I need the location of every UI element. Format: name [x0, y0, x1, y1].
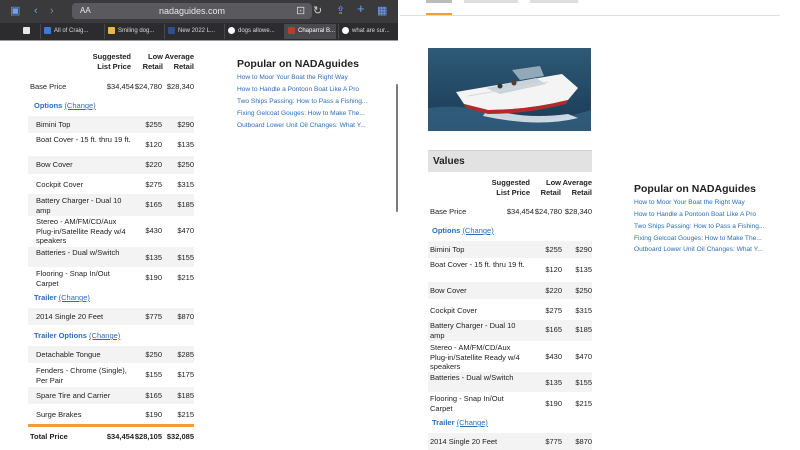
- option-row: Stereo - AM/FM/CD/Aux Plug-in/Satellite Ready w/4 speakers $430 $470: [430, 343, 592, 371]
- option-row: Battery Charger - Dual 10 amp $165 $185: [28, 194, 194, 216]
- sidebar-icon[interactable]: ▣: [10, 5, 21, 17]
- tab-1[interactable]: All of Craig...: [40, 24, 102, 39]
- option-row: Bimini Top $255 $290: [428, 241, 592, 258]
- option-row: Cockpit Cover $275 $315: [36, 180, 194, 189]
- popular-link[interactable]: Fixing Gelcoat Gouges: How to Make The...: [237, 110, 365, 117]
- option-row: Flooring - Snap In/Out Carpet $190 $215: [36, 269, 194, 288]
- favicon-icon: [108, 27, 115, 34]
- option-row: Boat Cover - 15 ft. thru 19 ft. $120 $135: [430, 260, 592, 274]
- trailer-options-change-link[interactable]: (Change): [89, 331, 121, 340]
- col-average: Average Retail: [562, 178, 592, 197]
- favicon-icon: [44, 27, 51, 34]
- scrollbar[interactable]: [396, 84, 398, 212]
- option-row: Batteries - Dual w/Switch $135 $155: [428, 372, 592, 392]
- trailer-options-heading: Trailer Options (Change): [34, 331, 121, 340]
- left-pane: ▣ ‹ › AA nadaguides.com ⊡ ↻ ⇪ + ▦ All of Craig... Smiling dog... New 2022 L... dogs allowe... Chaparral B... what are sur... Suggested List Price Low Retail Average Retail Base Price $34,454 $24,780 $28,340 Options (Change) Bimini Top $255 $290 Boat Cover - 15 ft. thru 19 ft. $120 $135 Bow Cover $220 $250 Cockpit Cover $275 $315 Battery Charger - Dual 10 amp $165 $185 Stereo - AM/FM/CD/Aux Plug-in/Satellite Ready w/4 speakers $430 $470 Batteries - Dual w/Switch $135 $155 Flooring - Snap In/Out Carpet $190 $215 Trailer (Change) 2014 Single 20 Feet $775 $870 Trailer Options (Change) Detachable Tongue $250 $285 Fenders - Chrome (Single), Per Pair $155 $175 Spare Tire and Carrier $165 $185 Surge Brakes $190 $215 Total Price $34,454 $28,105 $32,085 Popular on NADAguides How to Moor Your Boat the Right Way How to Handle a Pontoon Boat Like A Pro Two Ships Passing: How to Pass a Fishing... Fixing Gelcoat Gouges: How to Make The... Outboard Lower Unit Oil Changes: What Y...: [0, 0, 398, 450]
- page-tab[interactable]: [530, 0, 578, 3]
- popular-link[interactable]: How to Handle a Pontoon Boat Like A Pro: [237, 86, 360, 93]
- trailer-change-link[interactable]: (Change): [58, 293, 90, 302]
- col-average: Average Retail: [164, 52, 194, 71]
- options-change-link[interactable]: (Change): [64, 101, 96, 110]
- boat-photo: [428, 48, 591, 131]
- popular-link[interactable]: How to Moor Your Boat the Right Way: [634, 199, 745, 206]
- options-heading: Options (Change): [34, 101, 96, 110]
- favicon-icon: [288, 27, 295, 34]
- divider: [0, 40, 398, 41]
- popular-heading: Popular on NADAguides: [634, 183, 756, 195]
- option-row: Flooring - Snap In/Out Carpet $190 $215: [430, 394, 592, 413]
- col-low: Low Retail: [540, 178, 561, 197]
- trailer-option-row: Detachable Tongue $250 $285: [28, 346, 194, 363]
- option-row: Bimini Top $255 $290: [28, 116, 194, 133]
- popular-link[interactable]: Outboard Lower Unit Oil Changes: What Y...: [634, 246, 763, 253]
- active-tab-underline: [426, 13, 452, 15]
- option-row: Boat Cover - 15 ft. thru 19 ft. $120 $135: [36, 135, 194, 149]
- col-suggested: Suggested List Price: [92, 52, 131, 71]
- values-heading: Values: [433, 156, 465, 167]
- forward-icon[interactable]: ›: [50, 5, 54, 17]
- new-tab-icon[interactable]: +: [357, 1, 365, 16]
- popular-heading: Popular on NADAguides: [237, 58, 359, 70]
- right-pane: Values Suggested List Price Low Retail Average Retail Base Price $34,454 $24,780 $28,340 Options (Change) Bimini Top $255 $290 Boat Cover - 15 ft. thru 19 ft. $120 $135 Bow Cover $220 $250 Cockpit Cover $275 $315 Battery Charger - Dual 10 amp $165 $185 Stereo - AM/FM/CD/Aux Plug-in/Satellite Ready w/4 speakers $430 $470 Batteries - Dual w/Switch $135 $155 Flooring - Snap In/Out Carpet $190 $215 Trailer (Change) 2014 Single 20 Feet $775 $870 Popular on NADAguides How to Moor Your Boat the Right Way How to Handle a Pontoon Boat Like A Pro Two Ships Passing: How to Pass a Fishing... Fixing Gelcoat Gouges: How to Make The... Outboard Lower Unit Oil Changes: What Y...: [400, 0, 800, 450]
- trailer-row: 2014 Single 20 Feet $775 $870: [28, 308, 194, 325]
- tab-2[interactable]: Smiling dog...: [104, 24, 162, 39]
- tab-6[interactable]: what are sur...: [338, 24, 396, 39]
- option-row: Stereo - AM/FM/CD/Aux Plug-in/Satellite Ready w/4 speakers $430 $470: [36, 217, 194, 245]
- option-row: Bow Cover $220 $250: [428, 282, 592, 299]
- trailer-heading: Trailer (Change): [432, 418, 488, 427]
- tab-5-active[interactable]: Chaparral B...: [284, 24, 336, 39]
- reload-icon[interactable]: ↻: [313, 5, 323, 17]
- popular-link[interactable]: Fixing Gelcoat Gouges: How to Make The...: [634, 235, 762, 242]
- mail-icon: [23, 27, 30, 34]
- url-text: nadaguides.com: [158, 6, 226, 16]
- tab-pinned[interactable]: [20, 24, 38, 39]
- options-change-link[interactable]: (Change): [462, 226, 494, 235]
- trailer-change-link[interactable]: (Change): [456, 418, 488, 427]
- option-row: Cockpit Cover $275 $315: [430, 306, 592, 315]
- popular-link[interactable]: How to Handle a Pontoon Boat Like A Pro: [634, 211, 757, 218]
- tab-overview-icon[interactable]: ▦: [377, 5, 388, 17]
- translate-icon[interactable]: ⊡: [296, 5, 306, 17]
- favicon-icon: [168, 27, 175, 34]
- option-row: Batteries - Dual w/Switch $135 $155: [28, 247, 194, 267]
- trailer-option-row: Surge Brakes $190 $215: [36, 410, 194, 419]
- tab-3[interactable]: New 2022 L...: [164, 24, 222, 39]
- popular-link[interactable]: Two Ships Passing: How to Pass a Fishing...: [634, 223, 765, 230]
- trailer-option-row: Fenders - Chrome (Single), Per Pair $155 $175: [36, 366, 194, 385]
- col-low: Low Retail: [142, 52, 163, 71]
- option-row: Battery Charger - Dual 10 amp $165 $185: [430, 321, 592, 340]
- back-icon[interactable]: ‹: [34, 5, 38, 17]
- total-divider: [28, 424, 194, 427]
- values-section-header: [428, 150, 592, 172]
- google-icon: [228, 27, 235, 34]
- tab-strip: [0, 23, 398, 40]
- popular-link[interactable]: Outboard Lower Unit Oil Changes: What Y...: [237, 122, 366, 129]
- popular-link[interactable]: Two Ships Passing: How to Pass a Fishing...: [237, 98, 368, 105]
- col-suggested: Suggested List Price: [491, 178, 530, 197]
- options-heading: Options (Change): [432, 226, 494, 235]
- address-bar[interactable]: [72, 3, 312, 19]
- tab-4[interactable]: dogs allowe...: [224, 24, 282, 39]
- share-icon[interactable]: ⇪: [336, 5, 346, 17]
- page-tab[interactable]: [464, 0, 518, 3]
- trailer-row: 2014 Single 20 Feet $775 $870: [428, 433, 592, 450]
- option-row: Bow Cover $220 $250: [28, 156, 194, 174]
- page-tab-bar: [400, 0, 780, 16]
- browser-toolbar: [0, 0, 398, 23]
- reader-aa-button[interactable]: AA: [80, 6, 91, 15]
- page-tab[interactable]: [426, 0, 452, 3]
- popular-link[interactable]: How to Moor Your Boat the Right Way: [237, 74, 348, 81]
- trailer-heading: Trailer (Change): [34, 293, 90, 302]
- trailer-option-row: Spare Tire and Carrier $165 $185: [28, 387, 194, 404]
- google-icon: [342, 27, 349, 34]
